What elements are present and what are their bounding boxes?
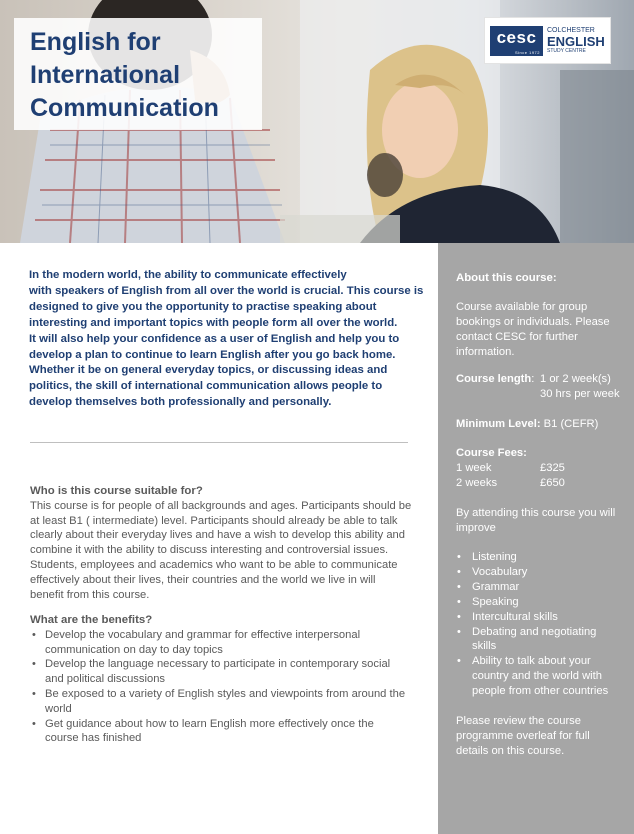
skill-line: Listening [472, 551, 517, 563]
suitability-line: combine it with the ability to discuss interesting and controversial issues. [30, 544, 389, 557]
skill-item [456, 595, 608, 610]
intro-line: politics, the skill of international communication allows people to [29, 380, 383, 393]
bullet-icon: • [457, 565, 461, 578]
logo-mark-text: cesc [496, 27, 537, 47]
intro-line: interesting and important topics with people form all over the world. [29, 316, 398, 329]
suitability-line: effectively about their lives, their countries and the world we live in will [30, 573, 376, 586]
intro-line: develop themselves both professionally and personally. [29, 396, 332, 409]
intro-line: designed to give you the opportunity to practise speaking about [29, 300, 377, 313]
skill-item [456, 550, 608, 565]
benefit-line: world [45, 702, 72, 715]
course-title-line: Communication [30, 94, 219, 122]
course-info-sidebar [438, 243, 634, 834]
logo-line-2: ENGLISH [547, 33, 605, 49]
suitability-section [30, 484, 422, 602]
benefit-line: communication on day to day topics [45, 643, 223, 656]
suitability-line: Students, employees and academics who want to be able to communicate [30, 558, 398, 571]
benefits-list [30, 628, 422, 746]
benefit-line: and political discussions [45, 673, 166, 686]
minimum-level-value: B1 (CEFR) [543, 418, 599, 430]
skill-item [456, 654, 608, 699]
skill-line: Speaking [472, 595, 519, 608]
course-length-separator: : [531, 373, 535, 385]
course-hours-value: 30 hrs per week [540, 388, 620, 400]
skill-line: skills [472, 640, 497, 653]
attending-line: By attending this course you will [456, 507, 616, 519]
availability-line: bookings or individuals. Please [456, 315, 610, 328]
skill-line: Intercultural skills [472, 610, 558, 623]
minimum-level-label: Minimum Level: [456, 418, 541, 430]
logo-tagline: Since 1972 [514, 49, 540, 55]
logo-wordmark [547, 27, 605, 55]
course-title-box [14, 18, 262, 130]
skill-line: people from other countries [472, 685, 609, 698]
fee-duration: 2 weeks [456, 477, 498, 489]
bullet-icon: • [32, 628, 36, 641]
suitability-heading: Who is this course suitable for? [30, 485, 203, 497]
course-length-label [456, 373, 534, 385]
course-title-line: International [30, 61, 181, 89]
skill-line: Grammar [472, 580, 520, 593]
skill-line: country and the world with [472, 670, 602, 683]
course-fees-label: Course Fees: [456, 447, 527, 459]
bullet-icon: • [32, 658, 36, 671]
bullet-icon: • [457, 551, 461, 563]
benefit-item [30, 717, 422, 747]
availability-line: contact CESC for further [456, 330, 578, 343]
attending-line: improve [456, 521, 496, 534]
benefit-line: Be exposed to a variety of English styles and viewpoints from around the [45, 687, 406, 700]
course-title-line: English for [30, 28, 161, 56]
review-text [456, 714, 590, 759]
logo-mark [490, 26, 543, 56]
hero-photo [0, 0, 634, 243]
review-line: details on this course. [456, 744, 565, 757]
course-length-value: 1 or 2 week(s) [540, 373, 611, 385]
skill-item [456, 625, 608, 655]
skill-line: Debating and negotiating [472, 625, 597, 638]
skill-line: Ability to talk about your [472, 655, 591, 668]
fee-price: £325 [540, 462, 565, 474]
benefit-line: Develop the language necessary to participate in contemporary social [45, 658, 391, 671]
benefit-line: course has finished [45, 732, 142, 745]
fee-duration: 1 week [456, 462, 492, 474]
suitability-line: clearly about their everyday lives and have a wish to develop this ability and [30, 529, 405, 542]
availability-line: Course available for group [456, 301, 588, 313]
benefits-section [30, 613, 422, 746]
intro-line: develop a plan to continue to learn English after you go back home. [29, 348, 396, 361]
cesc-logo [484, 17, 611, 64]
suitability-line: This course is for people of all backgrounds and ages. Participants should be [30, 499, 412, 512]
logo-line-3: STUDY CENTRE [547, 47, 586, 54]
bullet-icon: • [32, 717, 36, 730]
skills-list [456, 550, 608, 699]
intro-line: Whether it be on general everyday topics, or discussing ideas and [29, 364, 388, 377]
minimum-level [456, 418, 598, 430]
benefit-line: Get guidance about how to learn English more effectively once the [45, 717, 374, 730]
bullet-icon: • [457, 655, 461, 668]
logo-line-1: COLCHESTER [547, 26, 595, 34]
suitability-paragraph [30, 499, 422, 603]
fee-row [456, 461, 626, 476]
skill-item [456, 610, 608, 625]
skill-line: Vocabulary [472, 565, 528, 578]
benefit-item [30, 628, 422, 658]
bullet-icon: • [457, 625, 461, 638]
benefit-item [30, 687, 422, 717]
bullet-icon: • [457, 595, 461, 608]
benefit-line: Develop the vocabulary and grammar for effective interpersonal [45, 628, 361, 641]
bullet-icon: • [32, 687, 36, 700]
suitability-line: benefit from this course. [30, 588, 150, 601]
suitability-line: at least B1 ( intermediate) level. Participants should already be able to talk [30, 514, 398, 527]
intro-line: In the modern world, the ability to communicate effectively [29, 269, 347, 281]
fee-row [456, 476, 626, 491]
availability-line: information. [456, 345, 515, 358]
bullet-icon: • [457, 610, 461, 623]
benefits-heading: What are the benefits? [30, 614, 153, 626]
review-line: Please review the course [456, 715, 581, 727]
fee-price: £650 [540, 477, 565, 489]
attending-text [456, 506, 615, 536]
skill-item [456, 580, 608, 595]
skill-item [456, 565, 608, 580]
intro-line: with speakers of English from all over the world is crucial. This course is [29, 284, 424, 297]
course-length-label-text: Course length [456, 373, 532, 385]
section-divider [30, 442, 408, 443]
sidebar-title: About this course: [456, 272, 557, 284]
review-line: programme overleaf for full [456, 729, 590, 742]
bullet-icon: • [457, 580, 461, 593]
intro-paragraph [29, 268, 424, 411]
course-fees [456, 446, 626, 491]
benefit-item [30, 657, 422, 687]
availability-text [456, 300, 610, 360]
intro-line: It will also help your confidence as a user of English and help you to [29, 332, 400, 345]
